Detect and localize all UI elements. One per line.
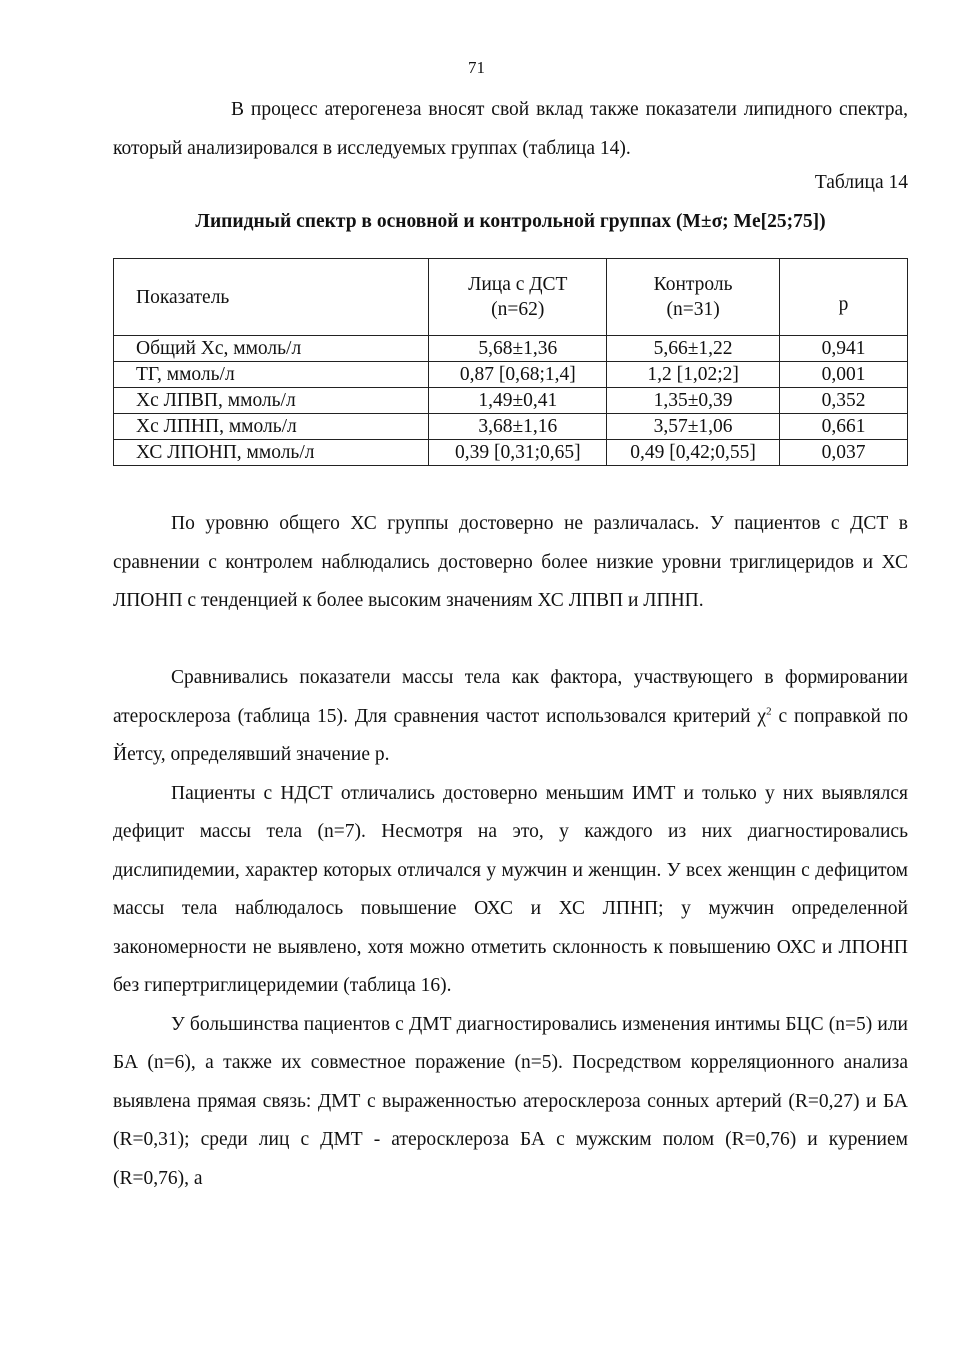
header-p-value: [780, 259, 908, 336]
cell-p: 0,037: [780, 440, 908, 466]
cell-control: 1,35±0,39: [607, 388, 780, 414]
cell-p: 0,352: [780, 388, 908, 414]
cell-main: 5,68±1,36: [429, 336, 607, 362]
cell-control: 1,2 [1,02;2]: [607, 362, 780, 388]
table-caption: Таблица 14: [814, 172, 908, 193]
paragraph-correlation: У большинства пациентов с ДМТ диагностировались изменения интимы БЦС (n=5) или БА (n=6), а также их совместное поражение (n=5). Посредством корреляционного анализа выявлена прямая связь: ДМТ с выраженностью атеросклероза сонных артерий (R=0,27) и БА (R=0,31); среди лиц с ДМТ - атеросклероза БА с мужским полом (R=0,76) и курением (R=0,76), а: [113, 1013, 908, 1189]
header-indicator: [114, 259, 429, 336]
header-control-group-n: (n=31): [666, 299, 720, 320]
header-control-group-label: Контроль: [653, 274, 733, 295]
paragraph-body-mass-text: Сравнивались показатели массы тела как фактора, участвующего в формировании атеросклероза (таблица 15). Для сравнения частот использовался критерий χ: [113, 667, 908, 727]
cell-p: 0,001: [780, 362, 908, 388]
cell-main: 0,87 [0,68;1,4]: [429, 362, 607, 388]
table-title: Липидный спектр в основной и контрольной группах (M±σ; Me[25;75]): [195, 211, 826, 232]
cell-p: 0,941: [780, 336, 908, 362]
cell-main: 1,49±0,41: [429, 388, 607, 414]
table-row: [114, 362, 908, 388]
cell-p: 0,661: [780, 414, 908, 440]
chi-square-superscript: 2: [766, 705, 772, 717]
header-main-group-label: Лица с ДСТ: [468, 274, 568, 295]
cell-indicator: ХС ЛПОНП, ммоль/л: [114, 440, 429, 466]
cell-indicator: Общий Хс, ммоль/л: [114, 336, 429, 362]
paragraph-underweight-patients: Пациенты с НДСТ отличались достоверно меньшим ИМТ и только у них выявлялся дефицит массы тела (n=7). Несмотря на это, у каждого из них диагностировались дислипидемии, характер которых отличался у мужчин и женщин. У всех женщин с дефицитом массы тела наблюдалось повышение ОХС и ХС ЛПНП; у мужчин определенной закономерности не выявлено, хотя можно отметить склонность к повышению ОХС и ЛПОНП без гипертриглицеридемии (таблица 16).: [113, 782, 908, 996]
cell-main: 0,39 [0,31;0,65]: [429, 440, 607, 466]
cell-indicator: Хс ЛПВП, ммоль/л: [114, 388, 429, 414]
cell-control: 5,66±1,22: [607, 336, 780, 362]
table-row: [114, 440, 908, 466]
header-control-group: [607, 259, 780, 336]
paragraph-body-mass: [113, 659, 908, 775]
header-main-group: [429, 259, 607, 336]
cell-indicator: ТГ, ммоль/л: [114, 362, 429, 388]
body-text-lower: [113, 659, 908, 1198]
cell-control: 0,49 [0,42;0,55]: [607, 440, 780, 466]
header-indicator-label: Показатель: [136, 286, 230, 308]
page-number: 71: [468, 58, 485, 77]
cell-indicator: Хс ЛПНП, ммоль/л: [114, 414, 429, 440]
header-p-label: p: [838, 293, 849, 315]
table-header-row: [114, 259, 908, 336]
paragraph-total-cholesterol: По уровню общего ХС группы достоверно не различалась. У пациентов с ДСТ в сравнении с контролем наблюдались достоверно более низкие уровни триглицеридов и ХС ЛПОНП с тенденцией к более высоким значениям ХС ЛПВП и ЛПНП.: [113, 513, 908, 611]
lipid-spectrum-table: [113, 258, 908, 466]
table-row: [114, 414, 908, 440]
paragraph-body-mass-tail: с поправкой по Йетсу, определявший значение p.: [113, 705, 909, 765]
table-row: [114, 388, 908, 414]
table-row: [114, 336, 908, 362]
cell-main: 3,68±1,16: [429, 414, 607, 440]
header-main-group-n: (n=62): [491, 299, 545, 320]
cell-control: 3,57±1,06: [607, 414, 780, 440]
body-text-upper: [113, 505, 908, 621]
intro-paragraph: В процесс атерогенеза вносят свой вклад также показатели липидного спектра, который анализировался в исследуемых группах (таблица 14).: [113, 99, 908, 159]
